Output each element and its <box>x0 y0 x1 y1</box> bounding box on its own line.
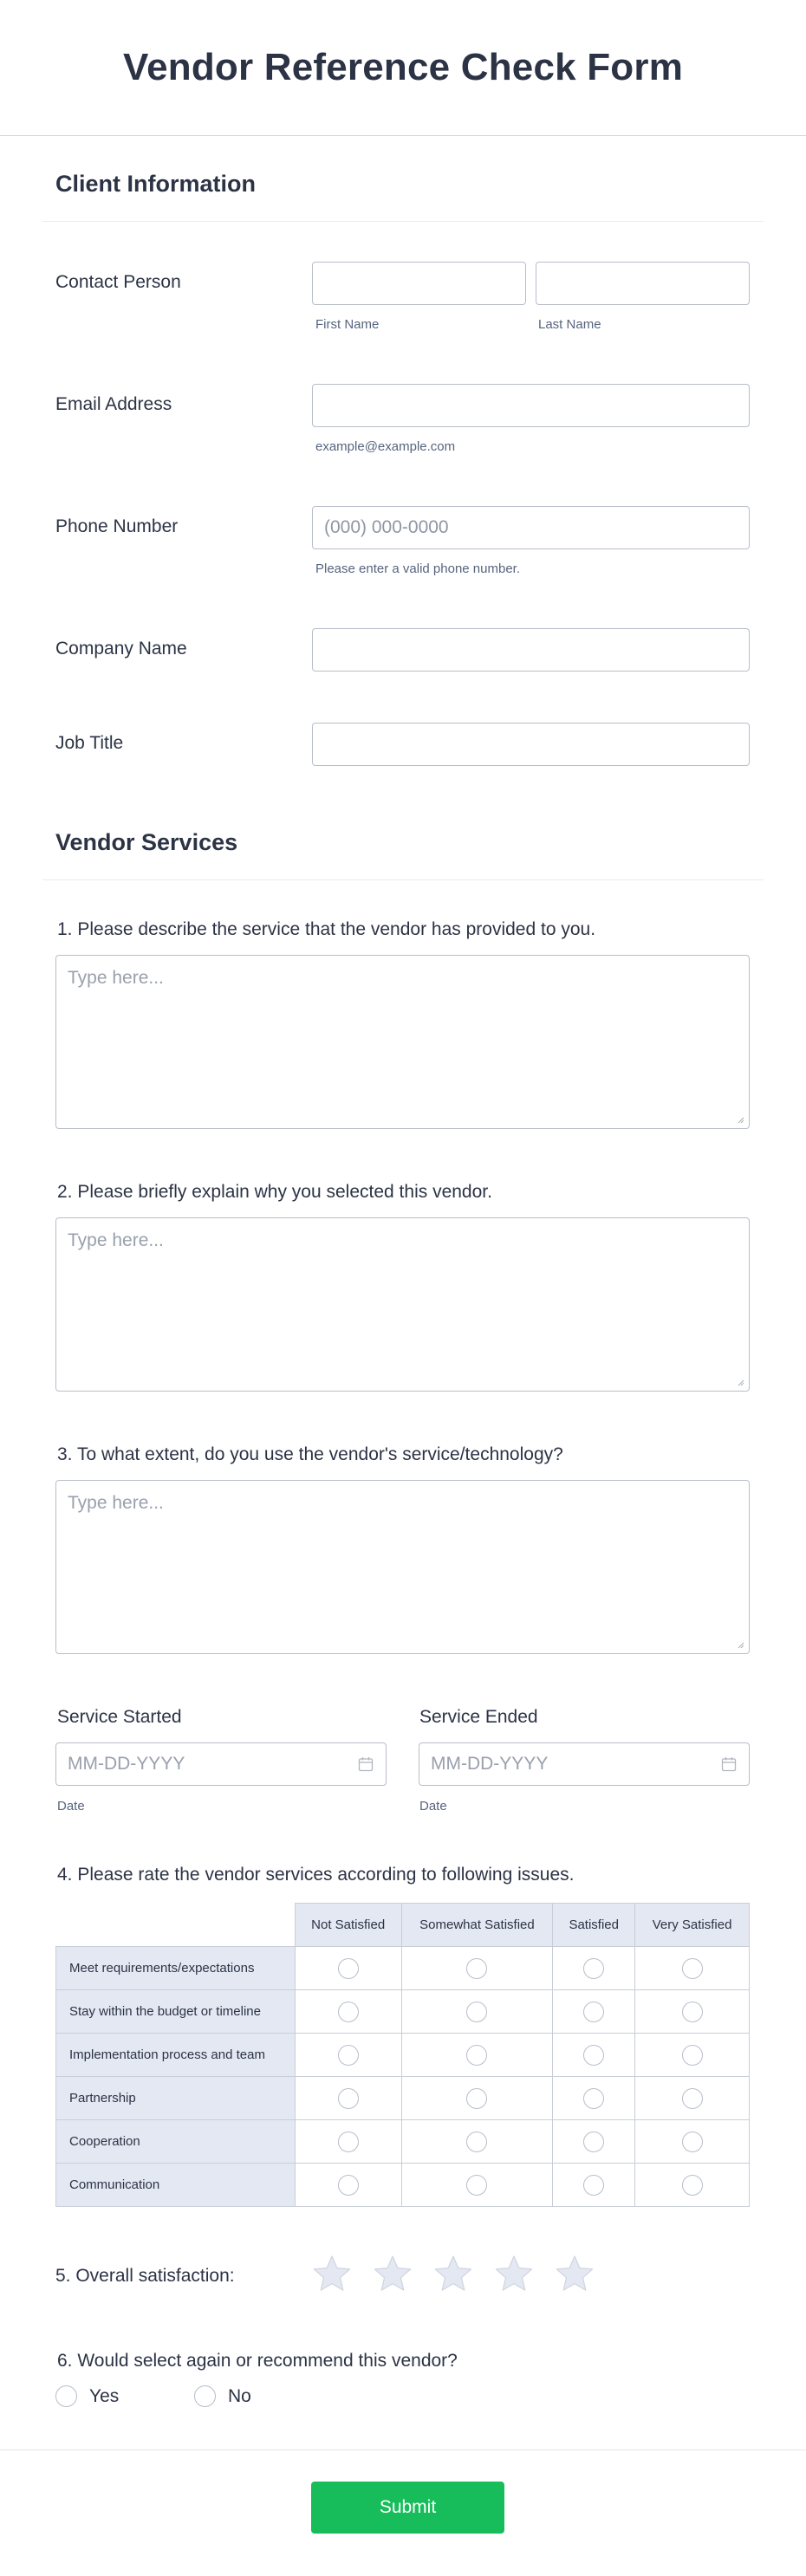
option-no[interactable] <box>194 2385 251 2407</box>
matrix-col-header: Very Satisfied <box>635 1904 750 1947</box>
resize-grip-icon[interactable] <box>736 1640 744 1649</box>
email-label: Email Address <box>55 394 172 414</box>
first-name-sublabel: First Name <box>315 317 380 332</box>
matrix-row <box>56 1947 750 1990</box>
star-icon[interactable] <box>555 2255 595 2293</box>
matrix-radio[interactable] <box>466 2045 487 2066</box>
client-info-heading: Client Information <box>55 171 256 197</box>
matrix-radio[interactable] <box>338 2175 359 2196</box>
service-started-sublabel: Date <box>57 1799 85 1814</box>
q2-label: 2. Please briefly explain why you selected this vendor. <box>57 1182 492 1202</box>
matrix-radio[interactable] <box>338 2088 359 2109</box>
matrix-radio[interactable] <box>338 1958 359 1979</box>
matrix-radio[interactable] <box>466 2175 487 2196</box>
calendar-icon[interactable] <box>721 1756 737 1772</box>
option-label: No <box>228 2385 251 2406</box>
matrix-radio[interactable] <box>682 2088 703 2109</box>
last-name-sublabel: Last Name <box>538 317 601 332</box>
matrix-radio[interactable] <box>583 2002 604 2022</box>
option-yes[interactable] <box>55 2385 119 2407</box>
service-ended-input[interactable] <box>419 1743 697 1785</box>
matrix-radio[interactable] <box>583 1958 604 1979</box>
last-name-input[interactable] <box>536 262 750 305</box>
matrix-row <box>56 2120 750 2164</box>
job-title-input[interactable] <box>312 723 750 766</box>
service-ended-sublabel: Date <box>419 1799 447 1814</box>
matrix-radio[interactable] <box>466 2002 487 2022</box>
star-icon[interactable] <box>433 2255 473 2293</box>
matrix-row <box>56 2077 750 2120</box>
phone-label: Phone Number <box>55 516 179 536</box>
vendor-services-divider <box>42 879 764 880</box>
matrix-row-label: Implementation process and team <box>56 2034 296 2077</box>
matrix-row <box>56 2164 750 2207</box>
matrix-radio[interactable] <box>583 2132 604 2152</box>
radio-button[interactable] <box>55 2385 77 2407</box>
q3-label: 3. To what extent, do you use the vendor's service/technology? <box>57 1444 563 1464</box>
option-label: Yes <box>89 2385 120 2406</box>
radio-button[interactable] <box>194 2385 216 2407</box>
service-ended-label: Service Ended <box>419 1707 538 1727</box>
service-started-label: Service Started <box>57 1707 182 1727</box>
matrix-radio[interactable] <box>682 2175 703 2196</box>
job-title-label: Job Title <box>55 733 124 753</box>
matrix-row-label: Stay within the budget or timeline <box>56 1990 296 2034</box>
email-sublabel: example@example.com <box>315 439 456 454</box>
matrix-radio[interactable] <box>466 2132 487 2152</box>
company-input[interactable] <box>312 628 750 672</box>
matrix-radio[interactable] <box>338 2045 359 2066</box>
matrix-radio[interactable] <box>682 2002 703 2022</box>
calendar-icon[interactable] <box>358 1756 374 1772</box>
phone-input[interactable] <box>312 506 750 549</box>
matrix-radio[interactable] <box>682 2045 703 2066</box>
q2-textarea[interactable] <box>55 1217 750 1392</box>
matrix-radio[interactable] <box>682 1958 703 1979</box>
matrix-row-label: Partnership <box>56 2077 296 2120</box>
q1-label: 1. Please describe the service that the vendor has provided to you. <box>57 919 596 939</box>
star-rating <box>312 2255 595 2293</box>
matrix-radio[interactable] <box>583 2088 604 2109</box>
company-label: Company Name <box>55 639 187 659</box>
q1-textarea[interactable] <box>55 955 750 1129</box>
matrix-radio[interactable] <box>338 2132 359 2152</box>
matrix-col-header: Satisfied <box>553 1904 635 1947</box>
q4-label: 4. Please rate the vendor services according to following issues. <box>57 1865 575 1885</box>
matrix-row <box>56 2034 750 2077</box>
star-icon[interactable] <box>494 2255 534 2293</box>
q5-label: 5. Overall satisfaction: <box>55 2266 235 2286</box>
footer-divider <box>0 2449 806 2450</box>
matrix-col-header: Not Satisfied <box>295 1904 401 1947</box>
star-icon[interactable] <box>312 2255 352 2293</box>
matrix-radio[interactable] <box>583 2045 604 2066</box>
form-header <box>0 0 806 136</box>
phone-sublabel: Please enter a valid phone number. <box>315 561 520 576</box>
resize-grip-icon[interactable] <box>736 1115 744 1124</box>
matrix-radio[interactable] <box>466 1958 487 1979</box>
matrix-row <box>56 1990 750 2034</box>
matrix-radio[interactable] <box>583 2175 604 2196</box>
resize-grip-icon[interactable] <box>736 1378 744 1386</box>
service-ended-field[interactable] <box>419 1742 750 1786</box>
matrix-row-label: Meet requirements/expectations <box>56 1947 296 1990</box>
matrix-radio[interactable] <box>466 2088 487 2109</box>
contact-person-label: Contact Person <box>55 272 181 292</box>
matrix-row-label: Communication <box>56 2164 296 2207</box>
matrix-row-label: Cooperation <box>56 2120 296 2164</box>
matrix-radio[interactable] <box>682 2132 703 2152</box>
form-title: Vendor Reference Check Form <box>122 46 684 88</box>
email-input[interactable] <box>312 384 750 427</box>
matrix-col-header: Somewhat Satisfied <box>401 1904 553 1947</box>
q6-label: 6. Would select again or recommend this vendor? <box>57 2351 458 2371</box>
matrix-radio[interactable] <box>338 2002 359 2022</box>
submit-button[interactable]: Submit <box>311 2482 504 2534</box>
q3-textarea[interactable] <box>55 1480 750 1654</box>
client-info-divider <box>42 221 764 222</box>
rating-matrix <box>55 1903 750 2207</box>
first-name-input[interactable] <box>312 262 526 305</box>
vendor-services-heading: Vendor Services <box>55 829 238 855</box>
matrix-corner <box>56 1904 296 1947</box>
service-started-input[interactable] <box>56 1743 334 1785</box>
service-started-field[interactable] <box>55 1742 387 1786</box>
star-icon[interactable] <box>373 2255 413 2293</box>
